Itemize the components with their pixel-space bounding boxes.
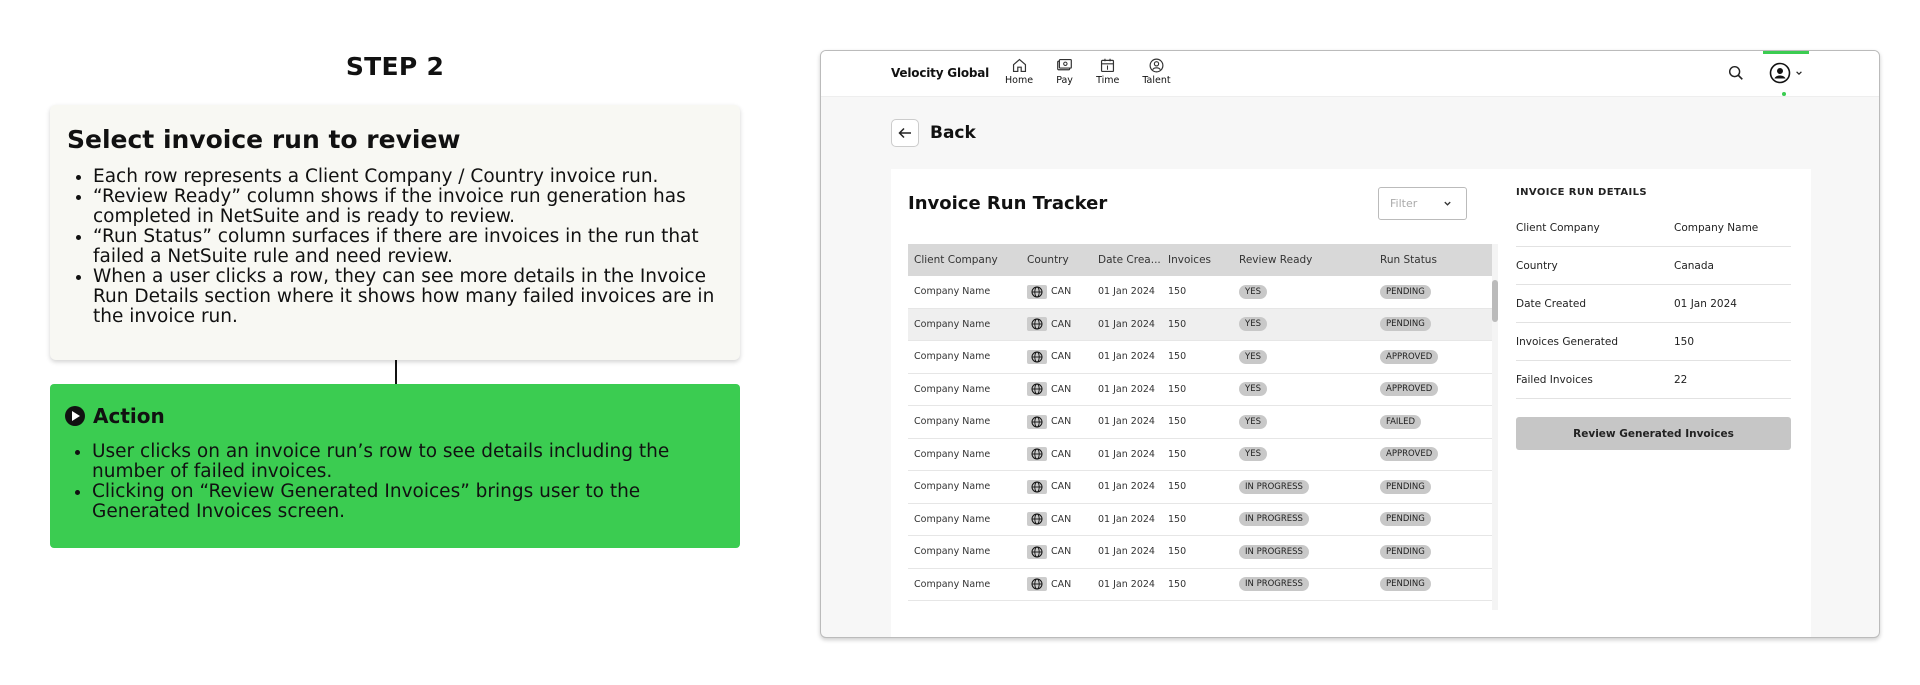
country-flag <box>1027 545 1047 559</box>
run-status-badge: PENDING <box>1380 545 1431 559</box>
cell-country <box>1027 285 1098 299</box>
app-window <box>820 50 1880 638</box>
active-indicator <box>1782 92 1786 96</box>
detail-value: 22 <box>1674 373 1688 386</box>
country-code: CAN <box>1051 383 1072 395</box>
action-card <box>50 384 740 548</box>
cell-country <box>1027 415 1098 429</box>
description-bullet: • “Run Status” column surfaces if there are invoices in the run that failed a NetSuite rule and need review. <box>93 227 724 267</box>
country-code: CAN <box>1051 481 1072 493</box>
filter-placeholder: Filter <box>1390 197 1418 210</box>
cell-client-company: Company Name <box>914 318 991 330</box>
cell-run-status <box>1380 512 1480 526</box>
cell-run-status <box>1380 480 1480 494</box>
table-row[interactable] <box>908 341 1498 374</box>
user-menu[interactable] <box>1763 51 1809 91</box>
cell-run-status <box>1380 350 1480 364</box>
column-header-run-status[interactable]: Run Status <box>1380 254 1437 266</box>
review-ready-badge: IN PROGRESS <box>1239 577 1309 591</box>
review-generated-invoices-button[interactable]: Review Generated Invoices <box>1516 417 1791 450</box>
cell-run-status <box>1380 577 1480 591</box>
country-flag <box>1027 447 1047 461</box>
column-header-country[interactable]: Country <box>1027 254 1069 266</box>
top-nav-bar <box>821 51 1880 97</box>
detail-row-country <box>1516 247 1791 285</box>
detail-row-invoices-generated <box>1516 323 1791 361</box>
review-ready-badge: YES <box>1239 317 1267 331</box>
cell-country <box>1027 382 1098 396</box>
cell-client-company: Company Name <box>914 513 991 525</box>
cell-invoices: 150 <box>1168 513 1187 525</box>
run-status-badge: APPROVED <box>1380 350 1438 364</box>
table-row[interactable] <box>908 309 1498 342</box>
detail-label: Client Company <box>1516 221 1600 234</box>
cell-client-company: Company Name <box>914 383 991 395</box>
cell-review-ready <box>1239 577 1380 591</box>
cell-invoices: 150 <box>1168 448 1187 460</box>
table-row[interactable] <box>908 439 1498 472</box>
table-body <box>908 276 1498 601</box>
cell-invoices: 150 <box>1168 351 1187 363</box>
country-flag <box>1027 512 1047 526</box>
description-title: Select invoice run to review <box>67 125 461 154</box>
cell-client-company: Company Name <box>914 351 991 363</box>
table-scrollbar[interactable] <box>1492 244 1498 610</box>
back-label[interactable]: Back <box>930 123 976 143</box>
cell-country <box>1027 350 1098 364</box>
details-title: INVOICE RUN DETAILS <box>1516 187 1648 198</box>
description-bullet: • “Review Ready” column shows if the invoice run generation has completed in NetSuite and is ready to review. <box>93 187 724 227</box>
cell-review-ready <box>1239 480 1380 494</box>
cell-date-created: 01 Jan 2024 <box>1098 546 1155 558</box>
cell-date-created: 01 Jan 2024 <box>1098 481 1155 493</box>
action-bullet: • Clicking on “Review Generated Invoices” brings user to the Generated Invoices screen. <box>92 482 724 522</box>
table-row[interactable] <box>908 406 1498 439</box>
detail-row-client-company <box>1516 209 1791 247</box>
cell-review-ready <box>1239 447 1380 461</box>
country-flag <box>1027 350 1047 364</box>
chevron-down-icon <box>1443 199 1452 208</box>
column-header-client-company[interactable]: Client Company <box>914 254 998 266</box>
action-title: Action <box>93 404 165 428</box>
velocity-global-logo[interactable]: Velocity Global <box>891 66 990 80</box>
detail-row-date-created <box>1516 285 1791 323</box>
review-ready-badge: IN PROGRESS <box>1239 512 1309 526</box>
country-code: CAN <box>1051 513 1072 525</box>
cell-date-created: 01 Jan 2024 <box>1098 286 1155 298</box>
run-status-badge: PENDING <box>1380 317 1431 331</box>
table-row[interactable] <box>908 504 1498 537</box>
back-link[interactable] <box>891 119 976 147</box>
globe-icon <box>1031 546 1043 558</box>
detail-value: 150 <box>1674 335 1695 348</box>
cell-country <box>1027 317 1098 331</box>
description-bullet: • Each row represents a Client Company / Country invoice run. <box>93 167 724 187</box>
nav-label: Time <box>1096 75 1120 86</box>
cell-run-status <box>1380 317 1480 331</box>
calendar-icon <box>1099 57 1116 74</box>
pay-icon <box>1056 57 1073 74</box>
cell-run-status <box>1380 285 1480 299</box>
table-row[interactable] <box>908 471 1498 504</box>
cell-country <box>1027 447 1098 461</box>
cell-country <box>1027 480 1098 494</box>
table-header <box>908 244 1498 276</box>
country-code: CAN <box>1051 448 1072 460</box>
globe-icon <box>1031 513 1043 525</box>
run-status-badge: APPROVED <box>1380 382 1438 396</box>
table-row[interactable] <box>908 536 1498 569</box>
cell-review-ready <box>1239 415 1380 429</box>
chevron-down-icon <box>1795 69 1803 77</box>
globe-icon <box>1031 383 1043 395</box>
invoice-run-table <box>908 244 1498 610</box>
cell-date-created: 01 Jan 2024 <box>1098 513 1155 525</box>
review-ready-badge: IN PROGRESS <box>1239 545 1309 559</box>
review-ready-badge: YES <box>1239 285 1267 299</box>
detail-row-failed-invoices <box>1516 361 1791 399</box>
review-ready-badge: YES <box>1239 382 1267 396</box>
globe-icon <box>1031 481 1043 493</box>
country-flag <box>1027 382 1047 396</box>
cell-client-company: Company Name <box>914 481 991 493</box>
back-button[interactable] <box>891 119 919 147</box>
cell-review-ready <box>1239 350 1380 364</box>
nav-item-pay[interactable] <box>1056 57 1073 86</box>
run-status-badge: PENDING <box>1380 512 1431 526</box>
cell-client-company: Company Name <box>914 546 991 558</box>
cell-invoices: 150 <box>1168 578 1187 590</box>
globe-icon <box>1031 448 1043 460</box>
search-icon[interactable] <box>1727 64 1745 82</box>
review-ready-badge: YES <box>1239 447 1267 461</box>
table-row[interactable] <box>908 276 1498 309</box>
cell-date-created: 01 Jan 2024 <box>1098 448 1155 460</box>
country-flag <box>1027 285 1047 299</box>
description-list <box>93 167 724 327</box>
country-code: CAN <box>1051 318 1072 330</box>
globe-icon <box>1031 416 1043 428</box>
run-status-badge: FAILED <box>1380 415 1421 429</box>
filter-dropdown[interactable] <box>1378 187 1467 220</box>
globe-icon <box>1031 351 1043 363</box>
action-list <box>92 442 724 522</box>
country-code: CAN <box>1051 546 1072 558</box>
action-header <box>65 404 724 428</box>
country-code: CAN <box>1051 416 1072 428</box>
detail-value: Canada <box>1674 259 1714 272</box>
cell-date-created: 01 Jan 2024 <box>1098 351 1155 363</box>
description-bullet: • When a user clicks a row, they can see more details in the Invoice Run Details section where it shows how many failed invoices are in the invoice run. <box>93 267 724 327</box>
globe-icon <box>1031 318 1043 330</box>
home-icon <box>1011 57 1028 74</box>
description-card <box>50 105 740 360</box>
nav-label: Home <box>1005 75 1034 86</box>
cell-invoices: 150 <box>1168 546 1187 558</box>
run-status-badge: PENDING <box>1380 480 1431 494</box>
globe-icon <box>1031 578 1043 590</box>
cell-date-created: 01 Jan 2024 <box>1098 383 1155 395</box>
nav-item-talent[interactable] <box>1142 57 1170 86</box>
cell-client-company: Company Name <box>914 286 991 298</box>
action-bullet: • User clicks on an invoice run’s row to see details including the number of failed invoices. <box>92 442 724 482</box>
cell-run-status <box>1380 545 1480 559</box>
nav-label: Pay <box>1056 75 1073 86</box>
cell-client-company: Company Name <box>914 416 991 428</box>
detail-value: 01 Jan 2024 <box>1674 297 1737 310</box>
cell-client-company: Company Name <box>914 448 991 460</box>
cell-run-status <box>1380 447 1480 461</box>
detail-label: Failed Invoices <box>1516 373 1593 386</box>
detail-label: Country <box>1516 259 1558 272</box>
cell-country <box>1027 545 1098 559</box>
cell-invoices: 150 <box>1168 481 1187 493</box>
run-status-badge: PENDING <box>1380 577 1431 591</box>
talent-icon <box>1148 57 1165 74</box>
cell-date-created: 01 Jan 2024 <box>1098 318 1155 330</box>
nav-label: Talent <box>1142 75 1171 86</box>
country-flag <box>1027 415 1047 429</box>
country-flag <box>1027 480 1047 494</box>
nav-item-home[interactable] <box>1005 57 1033 86</box>
table-row[interactable] <box>908 374 1498 407</box>
cell-invoices: 150 <box>1168 416 1187 428</box>
scrollbar-thumb[interactable] <box>1492 280 1498 322</box>
review-ready-badge: YES <box>1239 350 1267 364</box>
detail-value: Company Name <box>1674 221 1759 234</box>
step-title: STEP 2 <box>345 52 445 81</box>
country-flag <box>1027 577 1047 591</box>
cell-review-ready <box>1239 382 1380 396</box>
country-code: CAN <box>1051 286 1072 298</box>
cell-review-ready <box>1239 317 1380 331</box>
cell-country <box>1027 577 1098 591</box>
nav-item-time[interactable] <box>1096 57 1119 86</box>
cell-invoices: 150 <box>1168 318 1187 330</box>
detail-label: Date Created <box>1516 297 1586 310</box>
cell-review-ready <box>1239 285 1380 299</box>
cell-run-status <box>1380 415 1480 429</box>
table-row[interactable] <box>908 569 1498 602</box>
connector-line <box>395 360 397 384</box>
detail-label: Invoices Generated <box>1516 335 1619 348</box>
review-ready-badge: IN PROGRESS <box>1239 480 1309 494</box>
column-header-review-ready[interactable]: Review Ready <box>1239 254 1313 266</box>
cell-date-created: 01 Jan 2024 <box>1098 416 1155 428</box>
cell-date-created: 01 Jan 2024 <box>1098 578 1155 590</box>
avatar-icon <box>1769 62 1791 84</box>
cell-invoices: 150 <box>1168 383 1187 395</box>
country-code: CAN <box>1051 578 1072 590</box>
arrow-left-icon <box>898 126 912 140</box>
column-header-date-created[interactable]: Date Crea... <box>1098 254 1161 266</box>
cell-client-company: Company Name <box>914 578 991 590</box>
cell-review-ready <box>1239 512 1380 526</box>
cell-invoices: 150 <box>1168 286 1187 298</box>
run-status-badge: APPROVED <box>1380 447 1438 461</box>
cell-review-ready <box>1239 545 1380 559</box>
invoice-run-card <box>891 169 1811 638</box>
run-status-badge: PENDING <box>1380 285 1431 299</box>
cell-run-status <box>1380 382 1480 396</box>
cell-country <box>1027 512 1098 526</box>
main-nav <box>1005 57 1171 86</box>
column-header-invoices[interactable]: Invoices <box>1168 254 1212 266</box>
invoice-run-details <box>1516 187 1791 450</box>
play-icon <box>65 406 85 426</box>
globe-icon <box>1031 286 1043 298</box>
review-ready-badge: YES <box>1239 415 1267 429</box>
tracker-title: Invoice Run Tracker <box>908 193 1108 214</box>
country-flag <box>1027 317 1047 331</box>
country-code: CAN <box>1051 351 1072 363</box>
